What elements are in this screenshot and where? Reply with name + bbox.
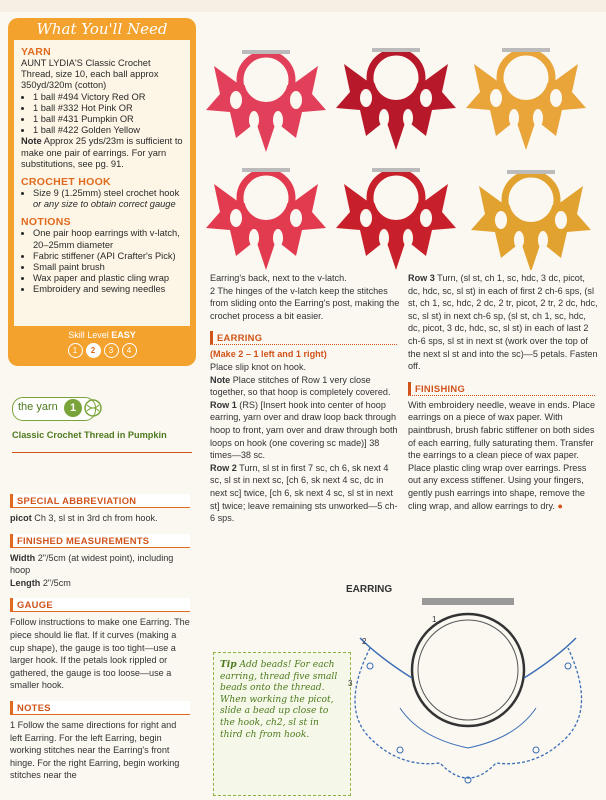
tip-box: Tip Add beads! For each earring, thread five small beads onto the thread. When working the picot, slide a bead up close to the hook, ch2, sl st in third ch from hook. — [213, 652, 351, 796]
list-item: • Embroidery and sewing needles — [33, 284, 183, 295]
measurements-heading: FINISHED MEASUREMENTS — [10, 534, 190, 548]
materials-list — [14, 40, 190, 326]
finishing-heading: FINISHING — [408, 382, 595, 396]
list-item: • 1 ball #332 Hot Pink OR — [33, 103, 183, 114]
list-item: • Small paint brush — [33, 262, 183, 273]
note-2: 2 The hinges of the v-latch keep the stitches from sliding onto the Earring's post, making the crochet process a bit easier. — [210, 285, 400, 321]
yarn-ball-icon — [84, 399, 102, 417]
skill-dot: 1 — [68, 343, 83, 358]
note-text: Note Place stitches of Row 1 very close together, so that hoop is completely covered. — [210, 374, 391, 398]
earring-heading: EARRING — [210, 331, 397, 345]
skill-level: Skill Level EASY 1 2 3 4 — [8, 330, 196, 358]
right-column — [408, 272, 598, 512]
list-item: • 1 ball #494 Victory Red OR — [33, 92, 183, 103]
list-item: • One pair hoop earrings with v-latch, 20–25mm diameter — [33, 228, 183, 250]
middle-column — [210, 272, 400, 525]
notions-list — [21, 228, 183, 295]
skill-dot-active: 2 — [86, 343, 101, 358]
row-1: Row 1 (RS) [Insert hook into center of hoop earring, yarn over and draw loop back through hoop to front, yarn over and draw through both loops on hook (one covering sc made)] 38 times—38 sc. — [210, 399, 398, 461]
diagram-label-1: 1 — [432, 615, 437, 624]
list-item: • Fabric stiffener (API Crafter's Pick) — [33, 251, 183, 262]
yarn-heading: YARN — [21, 46, 51, 58]
gauge-heading: GAUGE — [10, 598, 190, 612]
diagram-label-2: 2 — [362, 637, 367, 646]
note-1-continued: Earring's back, next to the v-latch. — [210, 273, 347, 283]
list-item: • Wax paper and plastic cling wrap — [33, 273, 183, 284]
yarn-list — [21, 92, 183, 137]
row-3: Row 3 Turn, (sl st, ch 1, sc, hdc, 3 dc, picot, dc, hdc, sc, sl st) in each of first 2 ch-6 sps, (sl st, ch 1, sc, hdc, 2 dc, 2 tr, picot, 2 tr, 2 dc, hdc, sc, sl st) in next ch-6 sp, (sl st, ch 1, sc, hdc, dc, picot, 3 dc, hdc, sc, sl st) in each of last 2 ch-6 sps, sl st in next st (work over the top of the next sl st and into the sc)—5 petals. Fasten off. — [408, 273, 598, 372]
yarn-description: AUNT LYDIA'S Classic Crochet Thread, size 10, each ball approx 350yd/320m (cotton) — [21, 58, 159, 91]
diagram-label-3: 3 — [348, 679, 353, 688]
yarn-badge-number: 1 — [64, 399, 82, 417]
hook-heading: CROCHET HOOK — [21, 176, 111, 189]
note-1: 1 Follow the same directions for right and left Earring. For the left Earring, begin working stitches near the Earring's front hinge. For the right Earring, begin working stitches near the — [10, 719, 180, 781]
yarn-name: Classic Crochet Thread in Pumpkin — [12, 430, 167, 440]
list-item: • 1 ball #422 Golden Yellow — [33, 125, 183, 136]
earrings-photo — [196, 18, 606, 270]
abbreviation-heading: SPECIAL ABBREVIATION — [10, 494, 190, 508]
abbreviation-text: picot Ch 3, sl st in 3rd ch from hook. — [10, 513, 158, 523]
top-strip — [0, 0, 606, 12]
list-item: • 1 ball #431 Pumpkin OR — [33, 114, 183, 125]
skill-dot: 3 — [104, 343, 119, 358]
notes-heading: NOTES — [10, 701, 190, 715]
yarn-note: Note Approx 25 yds/23m is sufficient to make one pair of earrings. For yarn substitutions, see pg. 91. — [21, 136, 183, 169]
finishing-text: With embroidery needle, weave in ends. Place earrings on a piece of wax paper. With paintbrush, brush fabric stiffener on both sides of each earring, fully saturating them. Transfer the earrings to a clean piece of wax paper. Place plastic cling wrap over earrings. Press out any excess stiffener. Using your fingers, gently push earrings into shape, remove the cling wrap, and allow earrings to dry. ● — [408, 399, 596, 511]
make-text: (Make 2 – 1 left and 1 right) — [210, 349, 327, 360]
gauge-text: Follow instructions to make one Earring. The piece should lie flat. If it curves (making a cup shape), the gauge is too tight—use a larger hook. If the petals look rippled or gathered, the gauge is too loose—use a smaller hook. — [10, 617, 190, 691]
row-2: Row 2 Turn, sl st in first 7 sc, ch 6, sk next 4 sc, sl st in next sc, [ch 6, sk next 4 sc, dc in next sc] twice, [ch 6, sk next 4 sc, sl st in next st] twice; leave remaining sts unworked—5 ch-6 sps. — [210, 462, 398, 524]
diagram-title: EARRING — [346, 584, 393, 595]
width-text: Width 2"/5cm (at widest point), including hoop — [10, 552, 174, 576]
length-text: Length 2"/5cm — [10, 577, 71, 588]
hook-list — [21, 188, 183, 210]
materials-title: What You'll Need — [36, 20, 168, 38]
divider — [12, 452, 192, 453]
yarn-badge-label: the yarn — [18, 401, 58, 413]
earring-chart-diagram — [340, 578, 606, 800]
skill-dot: 4 — [122, 343, 137, 358]
notions-heading: NOTIONS — [21, 216, 71, 229]
slip-text: Place slip knot on hook. — [210, 361, 307, 372]
list-item: • Size 9 (1.25mm) steel crochet hook or any size to obtain correct gauge — [33, 188, 183, 210]
left-column — [10, 494, 190, 782]
